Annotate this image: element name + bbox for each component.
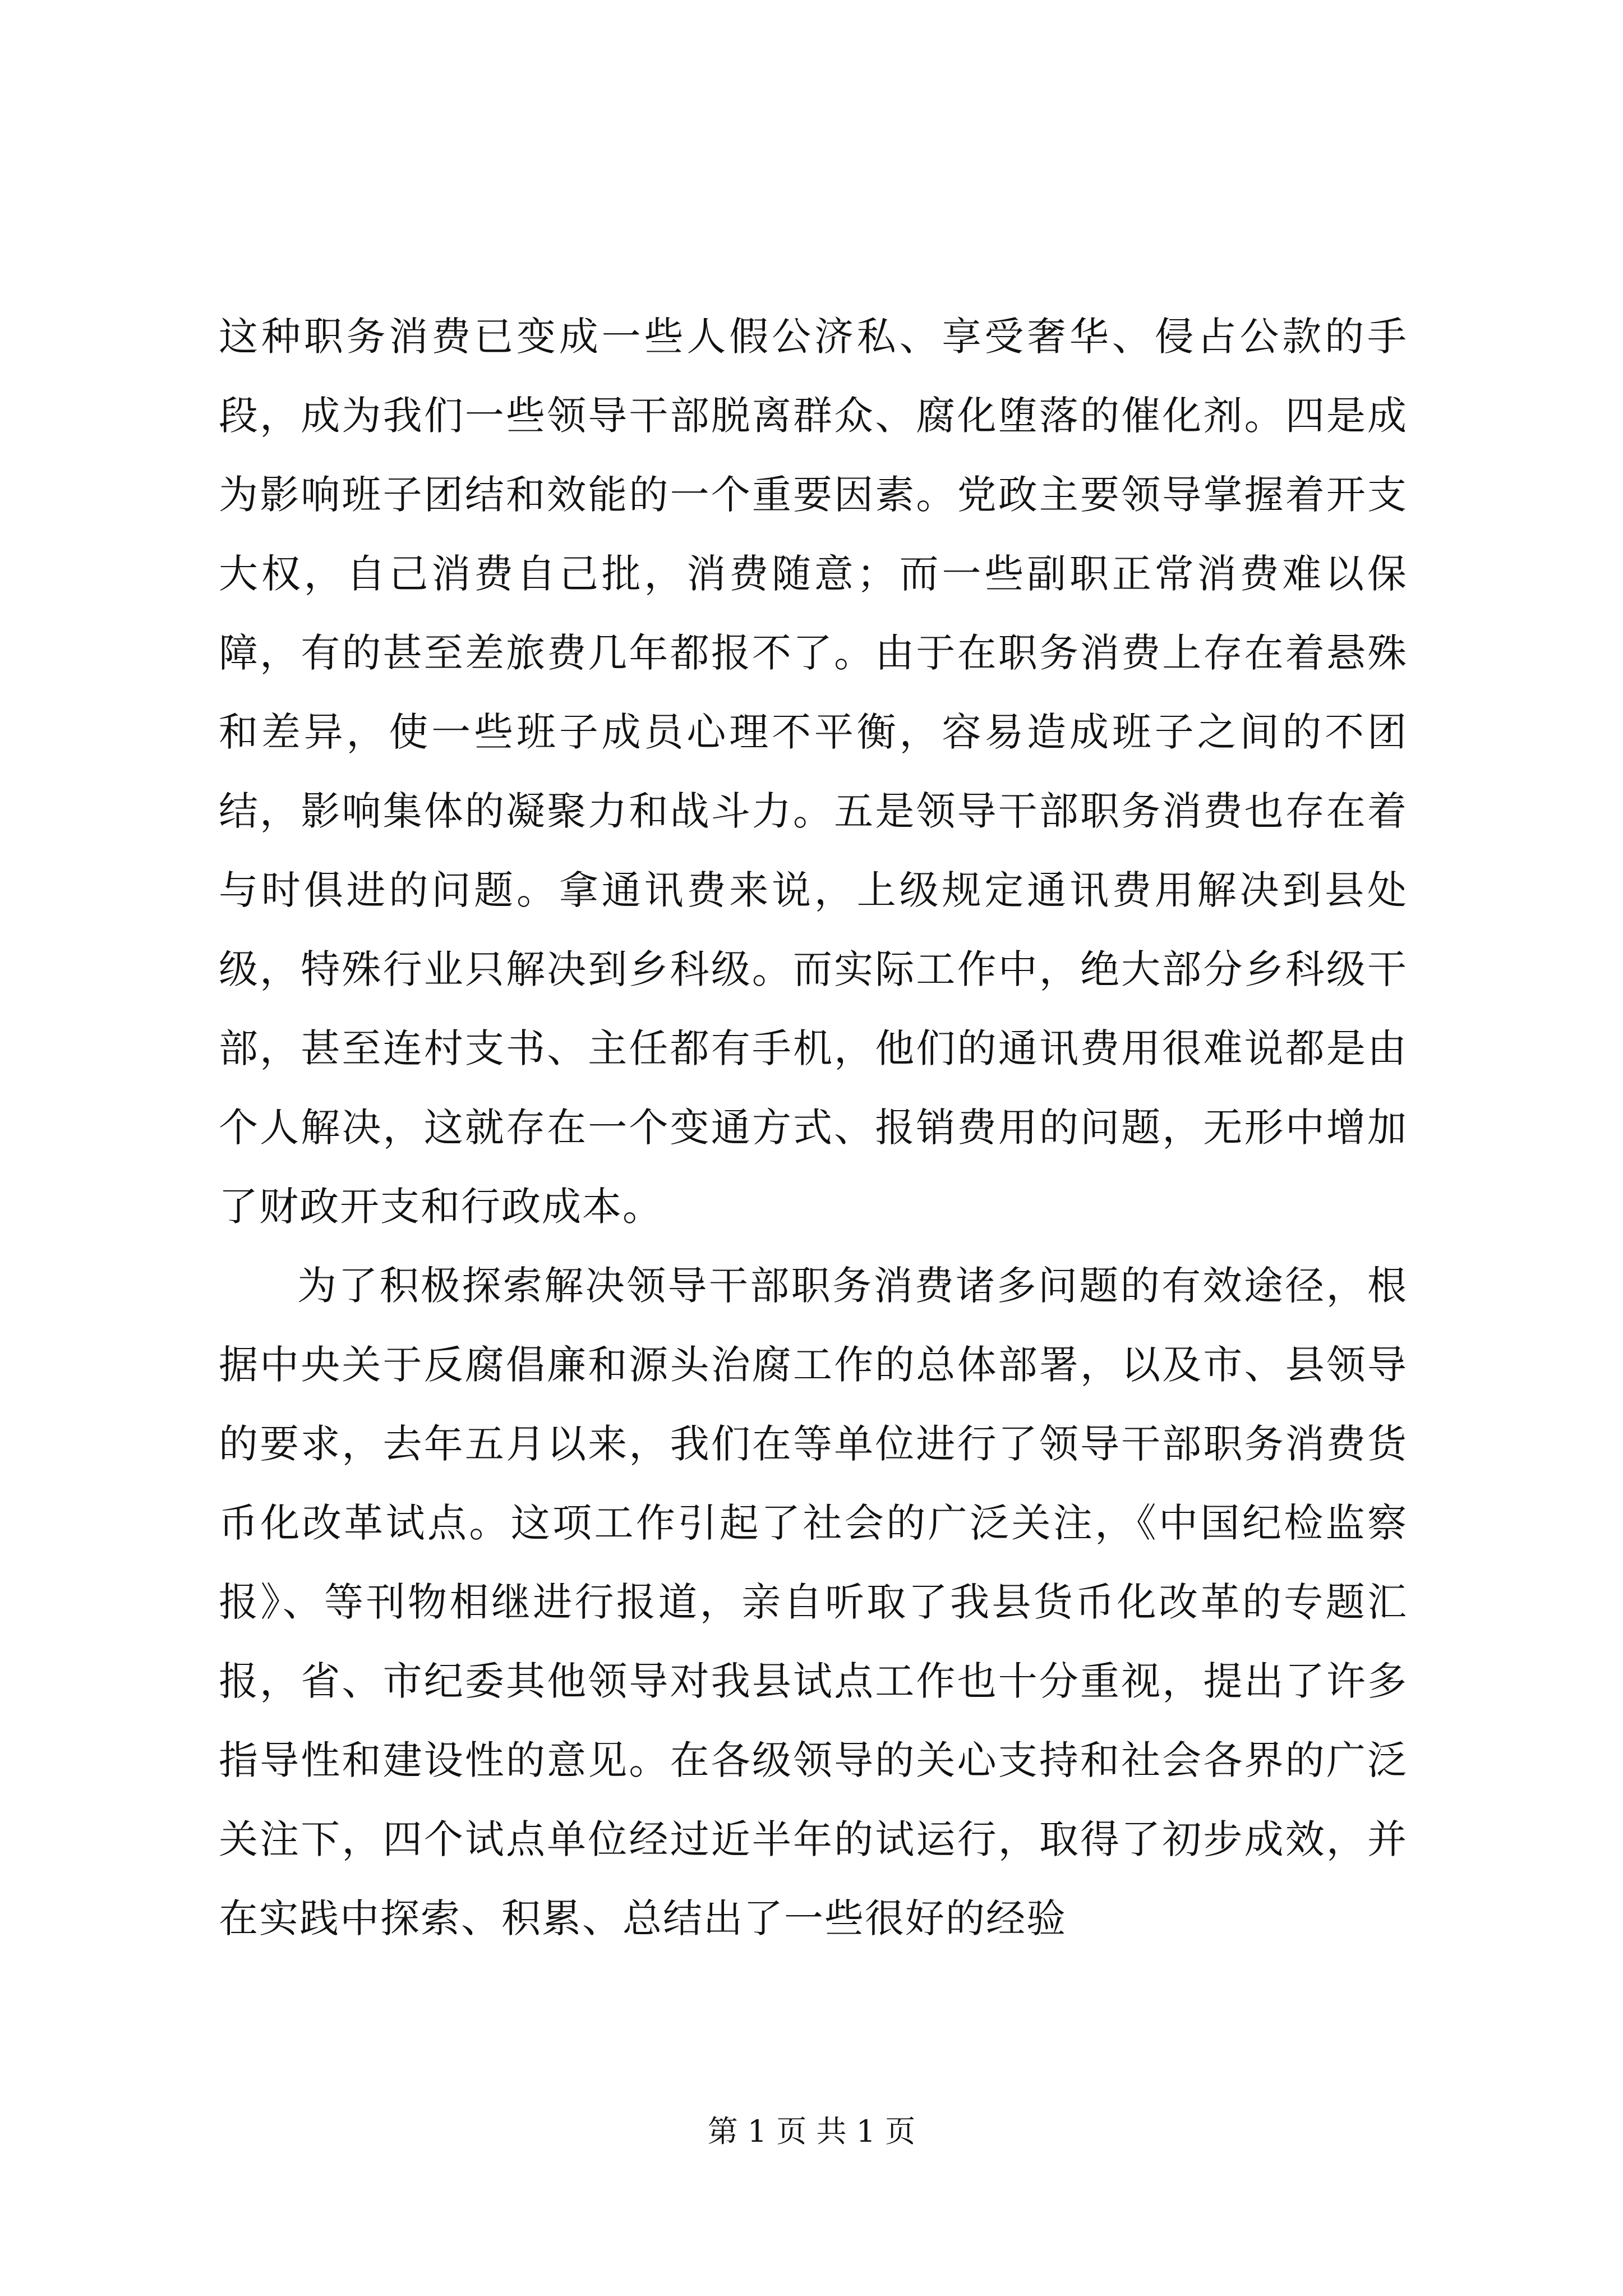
page-footer: 第 1 页 共 1 页: [707, 2114, 916, 2149]
paragraph-1: 这种职务消费已变成一些人假公济私、享受奢华、侵占公款的手段，成为我们一些领导干部脱离群众、腐化堕落的催化剂。四是成为影响班子团结和效能的一个重要因素。党政主要领导掌握着开支大权，自己消费自己批，消费随意；而一些副职正常消费难以保障，有的甚至差旅费几年都报不了。由于在职务消费上存在着悬殊和差异，使一些班子成员心理不平衡，容易造成班子之间的不团结，影响集体的凝聚力和战斗力。五是领导干部职务消费也存在着与时俱进的问题。拿通讯费来说，上级规定通讯费用解决到县处级，特殊行业只解决到乡科级。而实际工作中，绝大部分乡科级干部，甚至连村支书、主任都有手机，他们的通讯费用很难说都是由个人解决，这就存在一个变通方式、报销费用的问题，无形中增加了财政开支和行政成本。: [219, 314, 1408, 1230]
paragraph-2: 为了积极探索解决领导干部职务消费诸多问题的有效途径，根据中央关于反腐倡廉和源头治腐工作的总体部署，以及市、县领导的要求，去年五月以来，我们在等单位进行了领导干部职务消费货币化改革试点。这项工作引起了社会的广泛关注，《中国纪检监察报》、等刊物相继进行报道，亲自听取了我县货币化改革的专题汇报，省、市纪委其他领导对我县试点工作也十分重视，提出了许多指导性和建设性的意见。在各级领导的关心支持和社会各界的广泛关注下，四个试点单位经过近半年的试运行，取得了初步成效，并在实践中探索、积累、总结出了一些很好的经验: [219, 1263, 1408, 1941]
document-body: [219, 297, 1408, 1958]
